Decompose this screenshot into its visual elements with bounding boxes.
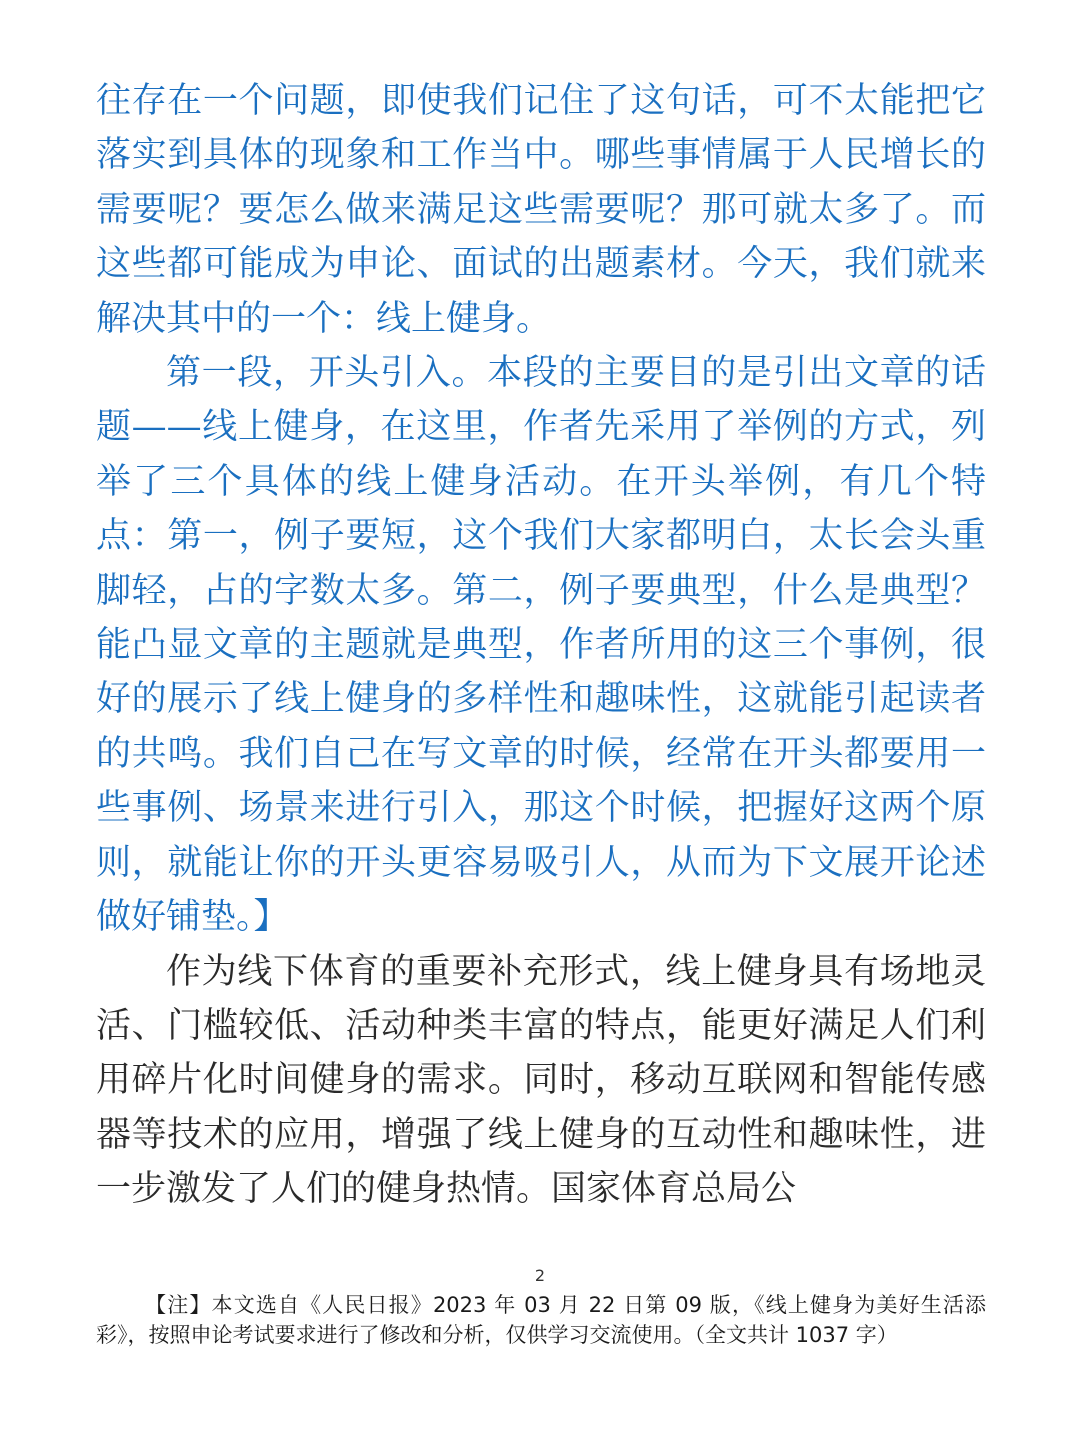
commentary-paragraph-continued: 往存在一个问题，即使我们记住了这句话，可不太能把它落实到具体的现象和工作当中。哪些事情属于人民增长的需要呢？要怎么做来满足这些需要呢？那可就太多了。而这些都可能成为申论、面试的出题素材。今天，我们就来解决其中的一个：线上健身。 bbox=[96, 81, 986, 339]
page-number: 2 bbox=[534, 1266, 546, 1285]
document-page bbox=[96, 74, 986, 1217]
commentary-paragraph-opening-analysis: 第一段，开头引入。本段的主要目的是引出文章的话题——线上健身，在这里，作者先采用了举例的方式，列举了三个具体的线上健身活动。在开头举例，有几个特点：第一，例子要短，这个我们大家都明白，太长会头重脚轻，占的字数太多。第二，例子要典型，什么是典型？能凸显文章的主题就是典型，作者所用的这三个事例，很好的展示了线上健身的多样性和趣味性，这就能引起读者的共鸣。我们自己在写文章的时候，经常在开头都要用一些事例、场景来进行引入，那这个时候，把握好这两个原则，就能让你的开头更容易吸引人，从而为下文展开论述做好铺垫。】 bbox=[96, 353, 986, 938]
footnote bbox=[96, 1290, 986, 1350]
article-body-paragraph: 作为线下体育的重要补充形式，线上健身具有场地灵活、门槛较低、活动种类丰富的特点，能更好满足人们利用碎片化时间健身的需求。同时，移动互联网和智能传感器等技术的应用，增强了线上健身的互动性和趣味性，进一步激发了人们的健身热情。国家体育总局公 bbox=[96, 951, 986, 1210]
footnote-text: 【注】本文选自《人民日报》2023 年 03 月 22 日第 09 版，《线上健身为美好生活添彩》，按照申论考试要求进行了修改和分析，仅供学习交流使用。（全文共计 1037 字） bbox=[96, 1293, 986, 1347]
